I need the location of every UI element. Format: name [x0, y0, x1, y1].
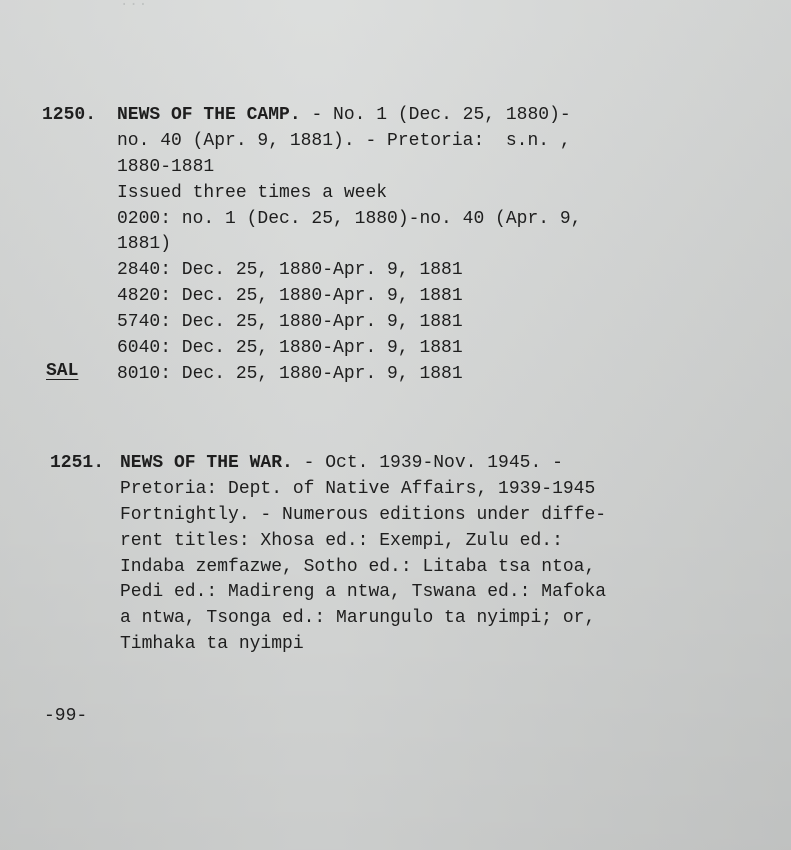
entry-1251-title: NEWS OF THE WAR.	[120, 453, 293, 473]
holding-line: 4820: Dec. 25, 1880-Apr. 9, 1881	[117, 286, 463, 307]
entry-1251-line: Indaba zemfazwe, Sotho ed.: Litaba tsa ntoa,	[120, 556, 596, 577]
page-number: -99-	[44, 706, 88, 726]
entry-1251-line-1	[120, 451, 606, 477]
entry-1251-line: Fortnightly. - Numerous editions under diffe-	[120, 504, 607, 525]
holding-line: 2840: Dec. 25, 1880-Apr. 9, 1881	[117, 260, 463, 281]
entry-1250-line-5: 0200: no. 1 (Dec. 25, 1880)-no. 40 (Apr. 9,	[117, 208, 582, 229]
entry-1251-line-1-rest: - Oct. 1939-Nov. 1945. -	[292, 453, 563, 473]
entry-1250-line-4: Issued three times a week	[117, 182, 388, 203]
entry-1251-line: Pretoria: Dept. of Native Affairs, 1939-1945	[120, 478, 596, 499]
entry-number-1250: 1250.	[42, 105, 97, 125]
entry-1251-line: Pedi ed.: Madireng a ntwa, Tswana ed.: Mafoka	[120, 582, 607, 603]
entry-1250-line-6: 1881)	[117, 234, 172, 255]
header-fragment: ...	[120, 0, 149, 10]
entry-1251-line: a ntwa, Tsonga ed.: Marungulo ta nyimpi; or,	[120, 608, 596, 629]
entry-1250-title: NEWS OF THE CAMP.	[117, 105, 301, 125]
entry-1251-line: Timhaka ta nyimpi	[120, 634, 304, 655]
entry-number-1251: 1251.	[50, 453, 105, 473]
entry-1250-line-1-rest: - No. 1 (Dec. 25, 1880)-	[300, 105, 571, 125]
entry-1250	[117, 103, 581, 388]
entry-1251	[120, 451, 606, 658]
holding-line: 8010: Dec. 25, 1880-Apr. 9, 1881	[117, 363, 463, 384]
sal-label: SAL	[46, 361, 79, 381]
entry-1250-line-1	[117, 103, 581, 129]
entry-1251-line: rent titles: Xhosa ed.: Exempi, Zulu ed.:	[120, 530, 563, 551]
entry-1250-line-2: no. 40 (Apr. 9, 1881). - Pretoria: s.n. ,	[117, 130, 571, 151]
entry-1250-line-3: 1880-1881	[117, 156, 215, 177]
holding-line: 5740: Dec. 25, 1880-Apr. 9, 1881	[117, 312, 463, 333]
holding-line: 6040: Dec. 25, 1880-Apr. 9, 1881	[117, 338, 463, 359]
